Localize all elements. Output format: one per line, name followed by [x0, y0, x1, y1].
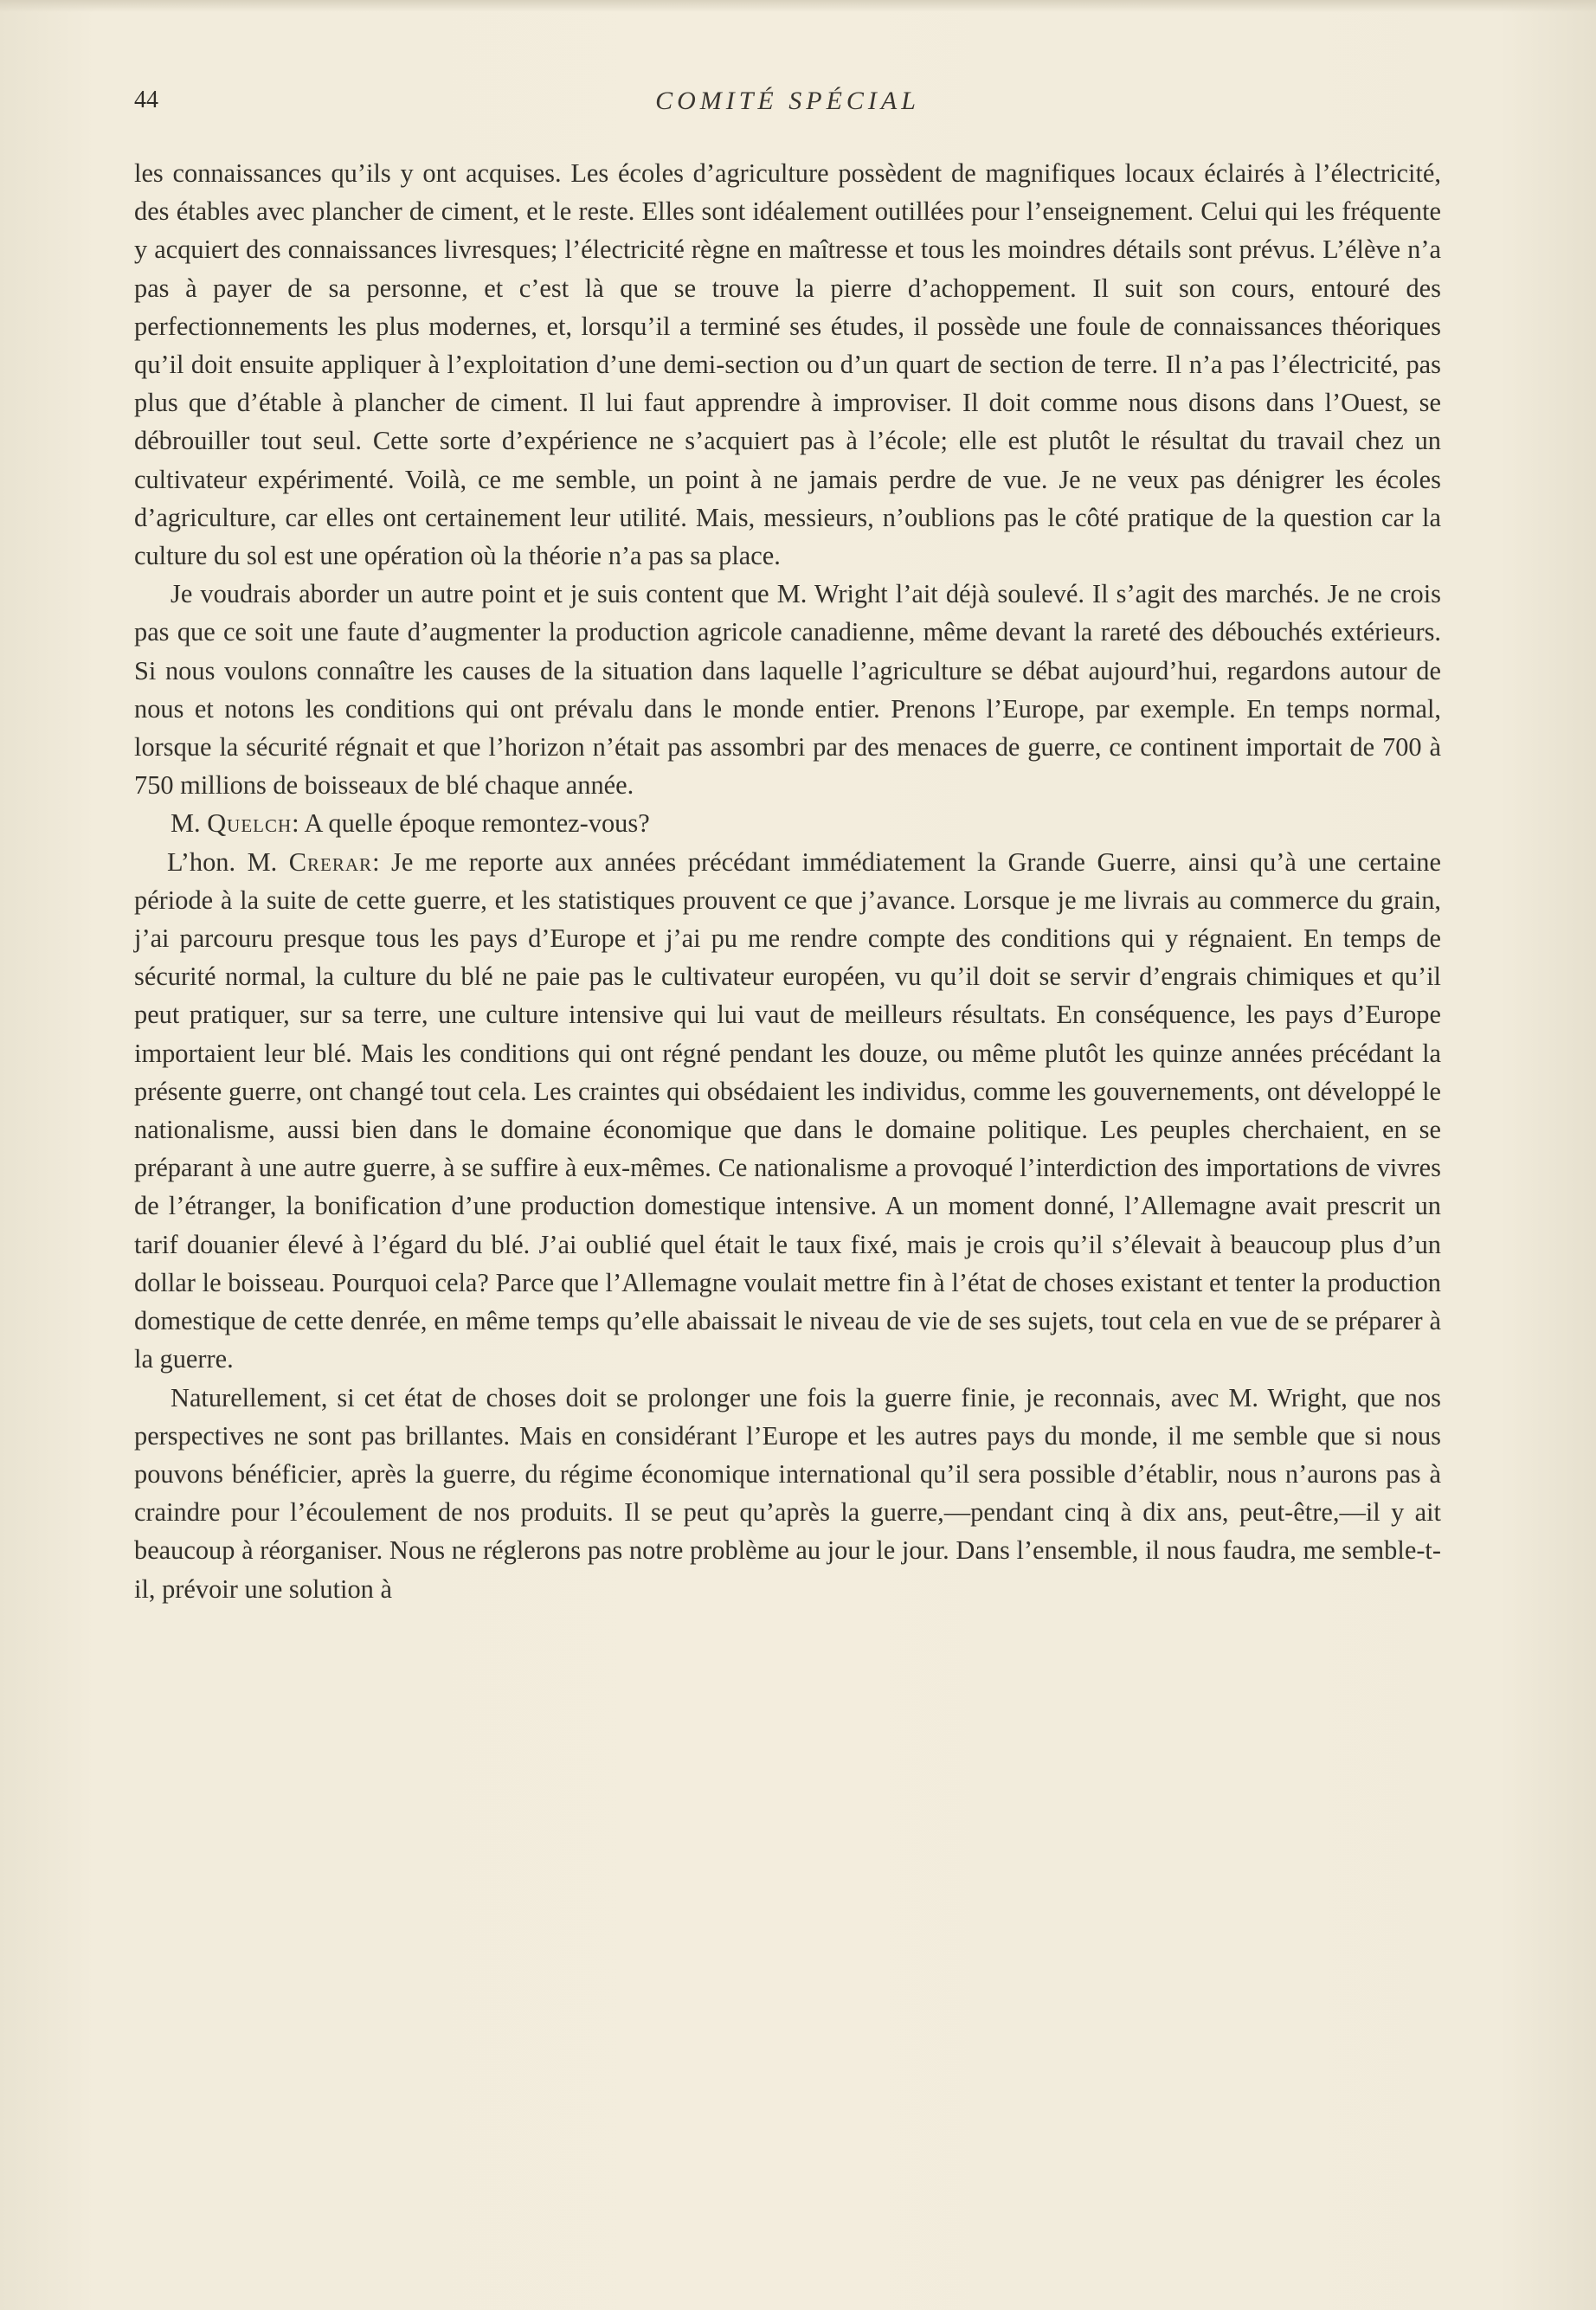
- page-top-edge: [0, 0, 1596, 12]
- paragraph-quelch-question: [134, 804, 1441, 842]
- speech-text: : Je me reporte aux années précédant immédiatement la Grande Guerre, ainsi qu’à une certaine période à la suite de cette guerre, et les statistiques prouvent ce que j’avance. Lorsque je me livrais au commerce du grain, j’ai parcouru presque tous les pays d’Europe et j’ai pu me rendre compte des conditions qui y régnaient. En temps de sécurité normal, la culture du blé ne paie pas le cultivateur européen, vu qu’il doit se servir d’engrais chimiques et qu’il peut pratiquer, sur sa terre, une culture intensive qui lui vaut de meilleurs résultats. En conséquence, les pays d’Europe importaient leur blé. Mais les conditions qui ont régné pendant les douze, ou même plutôt les quinze années précédant la présente guerre, ont changé tout cela. Les craintes qui obsédaient les individus, comme les gouvernements, ont développé le nationalisme, aussi bien dans le domaine économique que dans le domaine politique. Les peuples cherchaient, en se préparant à une autre guerre, à se suffire à eux-mêmes. Ce nationalisme a provoqué l’interdiction des importations de vivres de l’étranger, la bonification d’une production domestique intensive. A un moment donné, l’Allemagne avait prescrit un tarif douanier élevé à l’égard du blé. J’ai oublié quel était le taux fixé, mais je crois qu’il s’élevait à beaucoup plus d’un dollar le boisseau. Pourquoi cela? Parce que l’Allemagne voulait mettre fin à l’état de choses existant et tenter la production domestique de cette denrée, en même temps qu’elle abaissait le niveau de vie de ses sujets, tout cela en vue de se préparer à la guerre.: [134, 846, 1441, 1374]
- paragraph-continuation: les connaissances qu’ils y ont acquises. Les écoles d’agriculture possèdent de magnifiques locaux éclairés à l’électricité, des étables avec plancher de ciment, et le reste. Elles sont idéalement outillées pour l’enseignement. Celui qui les fréquente y acquiert des connaissances livresques; l’électricité règne en maîtresse et tous les moindres détails sont prévus. L’élève n’a pas à payer de sa personne, et c’est là que se trouve la pierre d’achoppement. Il suit son cours, entouré des perfectionnements les plus modernes, et, lorsqu’il a terminé ses études, il possède une foule de connaissances théoriques qu’il doit ensuite appliquer à l’exploitation d’une demi-section ou d’un quart de section de terre. Il n’a pas l’électricité, pas plus que d’étable à plancher de ciment. Il lui faut apprendre à improviser. Il doit comme nous disons dans l’Ouest, se débrouiller tout seul. Cette sorte d’expérience ne s’acquiert pas à l’école; elle est plutôt le résultat du travail chez un cultivateur expérimenté. Voilà, ce me semble, un point à ne jamais perdre de vue. Je ne veux pas dénigrer les écoles d’agriculture, car elles ont certainement leur utilité. Mais, messieurs, n’oublions pas le côté pratique de la question car la culture du sol est une opération où la théorie n’a pas sa place.: [134, 158, 1441, 571]
- page-header: [134, 87, 1441, 130]
- paragraph-crerar-answer: [134, 843, 1441, 1379]
- body-text: [134, 154, 1441, 1608]
- paragraph-markets: Je voudrais aborder un autre point et je suis content que M. Wright l’ait déjà soulevé. Il s’agit des marchés. Je ne crois pas que ce soit une faute d’augmenter la production agricole canadienne, même devant la rareté des débouchés extérieurs. Si nous voulons connaître les causes de la situation dans laquelle l’agriculture se débat aujourd’hui, regardons autour de nous et notons les conditions qui ont prévalu dans le monde entier. Prenons l’Europe, par exemple. En temps normal, lorsque la sécurité régnait et que l’horizon n’était pas assombri par des menaces de guerre, ce continent importait de 700 à 750 millions de boisseaux de blé chaque année.: [134, 579, 1441, 801]
- paragraph-conclusion: Naturellement, si cet état de choses doit se prolonger une fois la guerre finie, je reconnais, avec M. Wright, que nos perspectives ne sont pas brillantes. Mais en considérant l’Europe et les autres pays du monde, il me semble que si nous pouvons bénéficier, après la guerre, du régime économique international qu’il sera possible d’établir, nous n’aurons pas à craindre pour l’écoulement de nos produits. Il se peut qu’après la guerre,—pendant cinq à dix ans, peut-être,—il y ait beaucoup à réorganiser. Nous ne réglerons pas notre problème au jour le jour. Dans l’ensemble, il nous faudra, me semble-t-il, prévoir une solution à: [134, 1382, 1441, 1604]
- speech-text: : A quelle époque remontez-vous?: [292, 808, 650, 839]
- speaker-name: Quelch: [207, 808, 293, 839]
- speaker-title: M.: [171, 808, 208, 839]
- running-title: COMITÉ SPÉCIAL: [655, 87, 920, 115]
- page-number: 44: [134, 87, 158, 113]
- speaker-name: Crerar: [288, 846, 373, 877]
- speaker-title: L’hon. M.: [167, 846, 289, 877]
